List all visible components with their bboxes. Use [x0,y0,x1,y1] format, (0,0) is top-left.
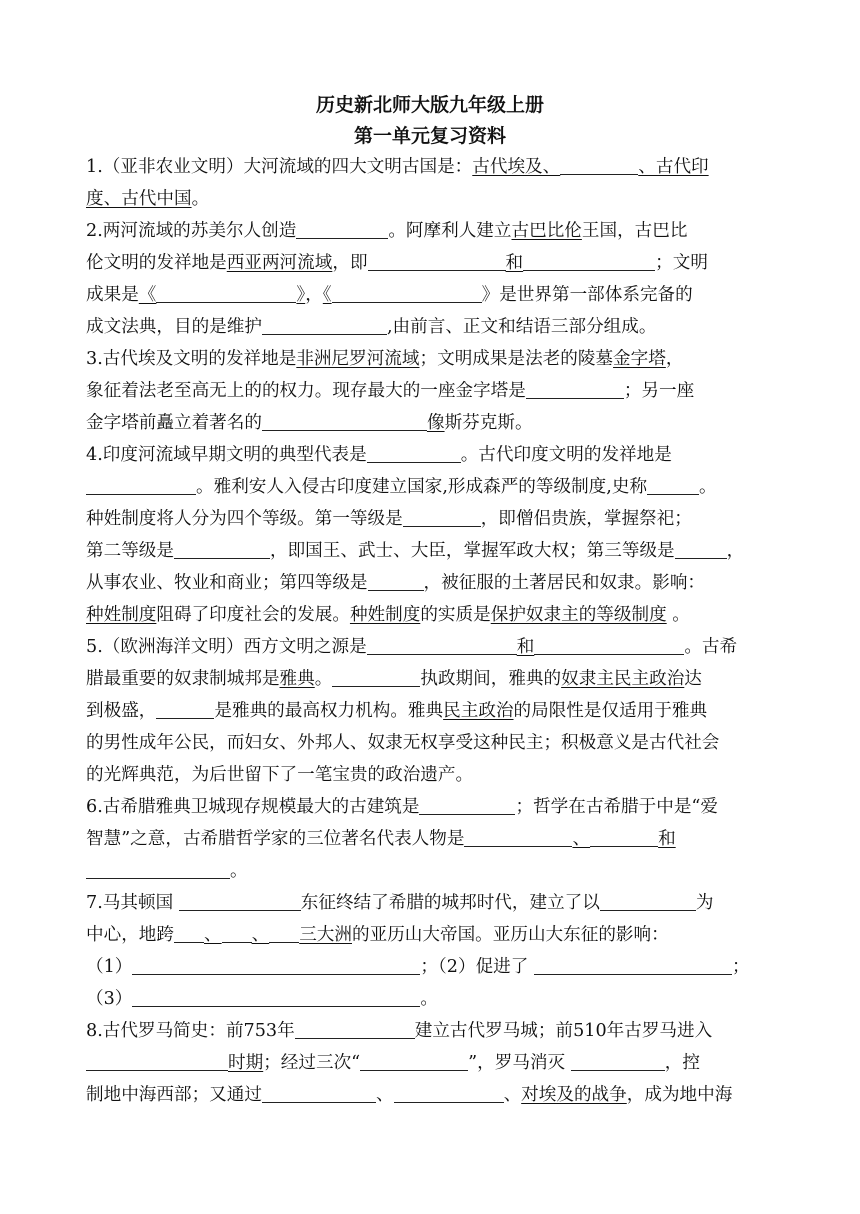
answer-blank [86,1052,228,1071]
answer-underline: 奴隶主民主政治 [561,669,685,689]
answer-underline: 和 [505,253,524,273]
answer-underline: 时期 [228,1053,264,1073]
answer-underline: 种姓制度 [349,605,421,625]
answer-underline: 《 [322,285,332,305]
answer-underline: 、 [203,925,222,945]
answer-underline: 金字塔 [613,349,666,369]
question-6-line-2: 智慧”之意，古希腊哲学家的三位著名代表人物是 、 和 [86,829,676,849]
answer-blank [269,924,299,943]
answer-blank [332,284,482,303]
answer-underline: 民主政治 [443,701,514,721]
question-7-line-1: 7.马其顿国 东征终结了希腊的城邦时代，建立了以 为 [86,893,714,913]
question-6-line-3: 。 [86,859,806,883]
answer-blank [534,956,732,975]
answer-blank [394,1084,504,1103]
answer-blank [368,572,424,591]
question-8-line-3: 制地中海西部；又通过 、 、对埃及的战争，成为地中海 [86,1085,733,1105]
question-7-line-4: （3） 。 [86,989,438,1009]
answer-blank [86,476,196,495]
answer-blank [534,636,684,655]
answer-underline: 和 [516,637,535,657]
answer-underline: 对埃及的战争 [521,1085,627,1105]
answer-blank [600,892,696,911]
answer-blank [560,156,638,175]
answer-blank [590,828,658,847]
question-7-line-3: （1） ；（2）促进了 ； [86,957,750,977]
question-3-line-2: 象征着法老至高无上的的权力。现存最大的一座金字塔是 ；另一座 [86,381,695,401]
answer-blank [675,540,727,559]
question-2-line-3: 成果是《 》，《 》是世界第一部体系完备的 [86,285,693,305]
answer-blank [296,220,388,239]
question-4-line-3: 种姓制度将人分为四个等级。第一等级是 ，即僧侣贵族，掌握祭祀； [86,509,692,529]
answer-underline: 西亚两河流域 [226,253,333,273]
document-title: 历史新北师大版九年级上册 [315,94,544,116]
question-6-line-1: 6.古希腊雅典卫城现存规模最大的古建筑是 ；哲学在古希腊于中是“爱 [86,797,719,817]
question-4-line-4: 第二等级是 ，即国王、武士、大臣，掌握军政大权；第三等级是 ， [86,541,745,561]
answer-blank [132,956,420,975]
question-4-line-6: 种姓制度阻碍了印度社会的发展。种姓制度的实质是保护奴隶主的等级制度 。 [86,605,690,625]
answer-blank [295,1020,415,1039]
document-subtitle: 第一单元复习资料 [353,125,506,147]
answer-underline: 古巴比伦 [511,221,582,241]
answer-blank [179,892,301,911]
answer-blank [403,508,481,527]
question-4-line-5: 从事农业、牧业和商业；第四等级是 ，被征服的土著居民和奴隶。影响： [86,573,706,593]
answer-blank [419,796,515,815]
question-8-line-2: 时期；经过三次“ ”，罗马消灭 ，控 [86,1051,806,1075]
answer-underline: 、 [251,925,270,945]
answer-blank [368,252,506,271]
answer-blank [174,540,270,559]
answer-underline: 古代埃及、 [472,157,561,177]
answer-underline: 《 [138,285,157,305]
answer-underline: 和 [658,829,676,849]
question-4-line-2: 。雅利安人入侵古印度建立国家,形成森严的等级制度,史称 。 [86,475,806,499]
answer-underline: 》 [296,285,306,305]
answer-underline: 保护奴隶主的等级制度 [490,605,667,625]
question-5-line-5: 的光辉典范，为后世留下了一笔宝贵的政治遗产。 [86,765,474,785]
answer-underline: 雅典 [279,669,315,689]
answer-blank [262,316,387,335]
question-5-line-2: 腊最重要的奴隶制城邦是雅典。 执政期间，雅典的奴隶主民主政治达 [86,669,702,689]
answer-blank [222,924,252,943]
question-8-line-1: 8.古代罗马简史：前753年 建立古代罗马城；前510年古罗马进入 [86,1021,713,1041]
question-2-line-2: 伦文明的发祥地是西亚两河流域，即 和 ；文明 [86,253,708,273]
answer-blank [332,668,420,687]
answer-blank [523,252,655,271]
question-1-line-2: 度、古代中国。 [86,189,210,209]
question-3-line-1: 3.古代埃及文明的发祥地是非洲尼罗河流域；文明成果是法老的陵墓金字塔， [86,349,684,369]
answer-blank [262,412,427,431]
question-7-line-2: 中心，地跨 、 、 三大洲的亚历山大帝国。亚历山大东征的影响： [86,925,669,945]
answer-underline: 三大洲 [299,925,352,945]
answer-blank [174,924,204,943]
answer-blank [464,828,572,847]
answer-blank [367,636,517,655]
question-1-line-1: 1.（亚非农业文明）大河流域的四大文明古国是：古代埃及、 、古代印 [86,157,709,177]
answer-underline: 度、古代中国 [86,189,192,209]
answer-underline: 、 [572,829,591,849]
question-3-line-3: 金字塔前矗立着著名的 像斯芬克斯。 [86,413,533,433]
answer-blank [571,1052,665,1071]
question-5-line-4: 的男性成年公民，而妇女、外邦人、奴隶无权享受这种民主；积极意义是古代社会 [86,733,720,753]
answer-blank [367,444,461,463]
question-2-line-4: 成文法典，目的是维护 ,由前言、正文和结语三部分组成。 [86,317,657,337]
answer-underline: 、古代印 [638,157,709,177]
question-5-line-1: 5.（欧洲海洋文明）西方文明之源是 和 。古希 [86,637,738,657]
answer-blank [132,988,420,1007]
answer-blank [526,380,624,399]
answer-blank [647,476,699,495]
answer-blank [360,1052,468,1071]
answer-blank [156,700,214,719]
answer-blank [262,1084,376,1103]
answer-underline: 种姓制度 [86,605,157,625]
answer-blank [86,860,230,879]
question-2-line-1: 2.两河流域的苏美尔人创造 。阿摩利人建立古巴比伦王国，古巴比 [86,221,688,241]
answer-underline: 像 [426,413,445,433]
question-5-line-3: 到极盛， 是雅典的最高权力机构。雅典民主政治的局限性是仅适用于雅典 [86,701,708,721]
answer-blank [156,284,296,303]
answer-underline: 非洲尼罗河流域 [296,349,420,369]
question-4-line-1: 4.印度河流域早期文明的典型代表是 。古代印度文明的发祥地是 [86,445,672,465]
